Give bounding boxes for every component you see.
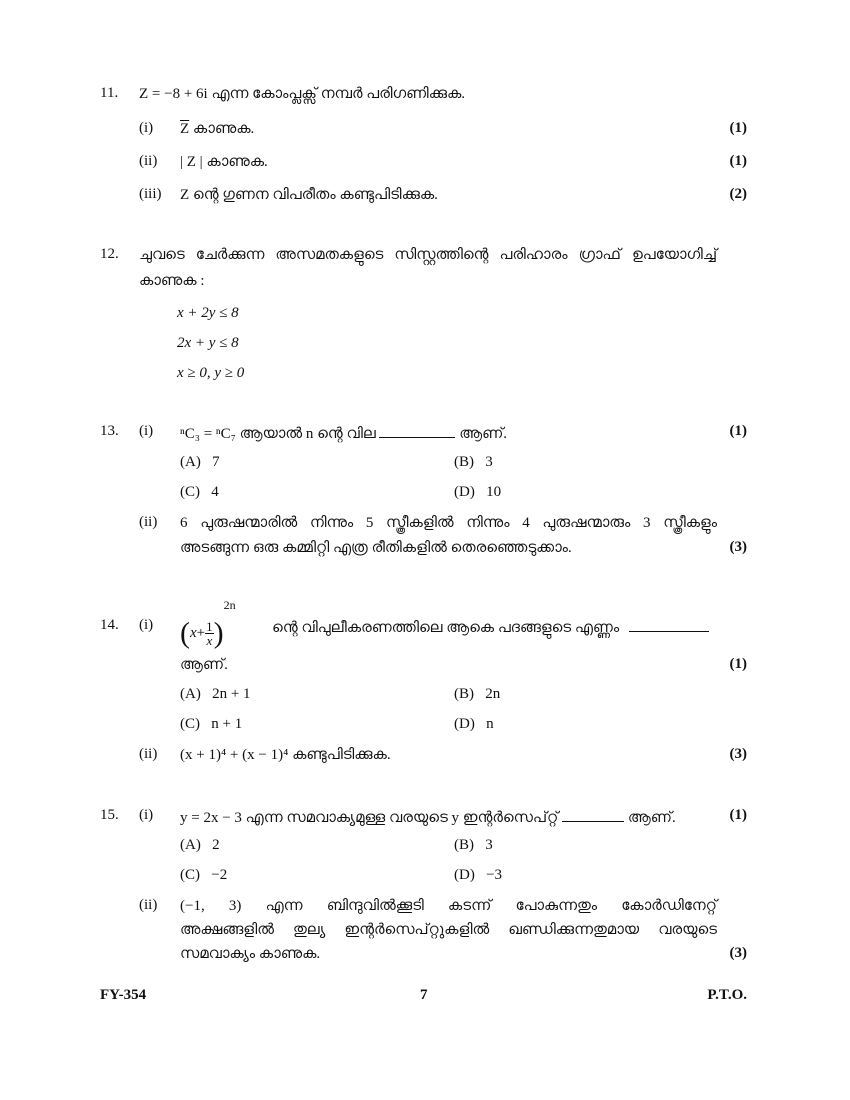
q14-ii-marks: (3) — [729, 746, 747, 762]
q13-ii-label: (ii) — [139, 514, 158, 530]
q15-ii-line2: അക്ഷങ്ങളിൽ തുല്യ ഇന്റർസെപ്റ്റുകളിൽ ഖണ്ഡിക്കുന്നതുമായ വരയുടെ — [180, 922, 717, 938]
q11-i-marks: (1) — [729, 120, 747, 136]
q13-i-body: ആയാൽ n ന്റെ വില — [239, 426, 376, 442]
q13-ii-line1: 6 പുരുഷന്മാരിൽ നിന്നും 5 സ്ത്രീകളിൽ നിന്നും 4 പുരുഷന്മാരും 3 സ്ത്രീകളും — [180, 515, 717, 531]
opt-value: n + 1 — [211, 716, 243, 732]
q11-iii-marks: (2) — [729, 186, 747, 202]
q14-i-blank — [629, 617, 709, 632]
q14-i-text — [272, 617, 709, 637]
opt-label: (D) — [454, 867, 475, 883]
q14-i-body: ന്റെ വിപുലീകരണത്തിലെ ആകെ പദങ്ങളുടെ എണ്ണം — [272, 620, 620, 636]
opt-label: (A) — [180, 837, 201, 853]
q15-ii-label: (ii) — [139, 897, 158, 913]
q15-opt-c — [180, 867, 227, 884]
q14-ii-label: (ii) — [139, 746, 158, 762]
opt-value: 2n + 1 — [212, 686, 251, 702]
q13-number: 13. — [100, 423, 119, 439]
q12-line2: കാണുക : — [139, 273, 205, 289]
q15-ii-marks: (3) — [729, 945, 747, 961]
q13-i-lhs: ⁿC₃ = ⁿC₇ — [180, 426, 236, 442]
opt-value: −2 — [211, 867, 228, 883]
q13-opt-b — [454, 454, 493, 471]
q11-i-label: (i) — [139, 120, 154, 136]
q13-i-blank — [379, 423, 455, 438]
q11-stem: Z = −8 + 6i എന്ന കോംപ്ലക്സ് നമ്പർ പരിഗണിക്കുക. — [139, 86, 466, 102]
q13-ii-marks: (3) — [729, 539, 747, 555]
left-paren: ( — [180, 616, 190, 650]
opt-label: (B) — [454, 837, 474, 853]
opt-value: 7 — [212, 454, 220, 470]
q14-opt-a — [180, 686, 251, 703]
q11-number: 11. — [100, 85, 119, 101]
q14-number: 14. — [100, 617, 119, 633]
opt-value: 3 — [485, 837, 493, 853]
q13-i-text — [180, 423, 507, 443]
q13-i-after: ആണ്. — [459, 426, 508, 442]
q15-i-blank — [562, 807, 624, 822]
footer-code: FY-354 — [100, 987, 147, 1003]
q11-ii-text: | Z | കാണുക. — [180, 154, 268, 170]
q13-i-label: (i) — [139, 423, 154, 439]
q14-expression — [180, 598, 236, 648]
expr-plus: + — [196, 625, 206, 641]
q15-opt-a — [180, 837, 220, 854]
fraction — [205, 620, 214, 647]
opt-value: −3 — [486, 867, 503, 883]
q14-i-marks: (1) — [729, 656, 747, 672]
q15-i-text — [180, 807, 676, 827]
q11-i-body: കാണുക. — [192, 121, 255, 137]
q14-i-line2: ആണ്. — [180, 657, 228, 673]
q12-ineq-2: 2x + y ≤ 8 — [177, 335, 239, 351]
q11-iii-text: Z ന്റെ ഗുണന വിപരീതം കണ്ടുപിടിക്കുക. — [180, 187, 438, 203]
q12-ineq-1: x + 2y ≤ 8 — [177, 305, 239, 321]
opt-label: (D) — [454, 484, 475, 500]
q14-opt-b — [454, 686, 500, 703]
z-bar: $\overline{Z}$ — [180, 121, 190, 137]
q15-i-label: (i) — [139, 807, 154, 823]
opt-label: (C) — [180, 867, 200, 883]
frac-denominator: x — [206, 633, 213, 649]
q13-i-marks: (1) — [729, 423, 747, 439]
q14-ii-text: (x + 1)⁴ + (x − 1)⁴ കണ്ടുപിടിക്കുക. — [180, 747, 391, 763]
q15-i-body: y = 2x − 3 എന്ന സമവാക്യമുള്ള വരയുടെ y ഇന്റർസെപ്റ്റ് — [180, 810, 559, 826]
footer-page-number: 7 — [420, 987, 428, 1003]
q11-iii-label: (iii) — [139, 186, 162, 202]
q15-opt-b — [454, 837, 493, 854]
opt-label: (A) — [180, 454, 201, 470]
q12-number: 12. — [100, 246, 119, 262]
opt-value: 10 — [486, 484, 502, 500]
opt-label: (C) — [180, 484, 200, 500]
q14-i-label: (i) — [139, 617, 154, 633]
q11-ii-label: (ii) — [139, 153, 158, 169]
opt-label: (C) — [180, 716, 200, 732]
q13-ii-line2: അടങ്ങുന്ന ഒരു കമ്മിറ്റി എത്ര രീതികളിൽ തെരഞ്ഞെടുക്കാം. — [180, 540, 572, 556]
q15-i-after: ആണ്. — [627, 810, 676, 826]
q11-ii-marks: (1) — [729, 153, 747, 169]
q15-number: 15. — [100, 807, 119, 823]
q14-opt-d — [454, 716, 494, 733]
q15-i-marks: (1) — [729, 807, 747, 823]
opt-value: 2 — [212, 837, 220, 853]
q11-i-text — [180, 120, 254, 138]
opt-label: (A) — [180, 686, 201, 702]
q14-opt-c — [180, 716, 242, 733]
q12-line1: ചുവടെ ചേർക്കുന്ന അസമതകളുടെ സിസ്റ്റത്തിന്റെ പരിഹാരം ഗ്രാഫ് ഉപയോഗിച്ച് — [139, 247, 717, 263]
q15-ii-line1: (−1, 3) എന്ന ബിന്ദുവിൽക്കൂടി കടന്ന് പോകുന്നതും കോർഡിനേറ്റ് — [180, 898, 717, 914]
footer-pto: P.T.O. — [707, 987, 747, 1003]
frac-numerator: 1 — [206, 619, 213, 635]
opt-value: 4 — [211, 484, 219, 500]
q15-ii-line3: സമവാക്യം കാണുക. — [180, 946, 321, 962]
expr-power: 2n — [223, 598, 236, 612]
opt-label: (B) — [454, 454, 474, 470]
opt-label: (D) — [454, 716, 475, 732]
opt-value: n — [486, 716, 494, 732]
opt-label: (B) — [454, 686, 474, 702]
q13-opt-a — [180, 454, 220, 471]
right-paren: ) — [213, 616, 224, 650]
q12-ineq-3: x ≥ 0, y ≥ 0 — [177, 365, 245, 381]
opt-value: 2n — [485, 686, 501, 702]
q13-opt-d — [454, 484, 501, 501]
expr-x: x — [190, 625, 197, 641]
opt-value: 3 — [485, 454, 493, 470]
q13-opt-c — [180, 484, 219, 501]
q15-opt-d — [454, 867, 502, 884]
